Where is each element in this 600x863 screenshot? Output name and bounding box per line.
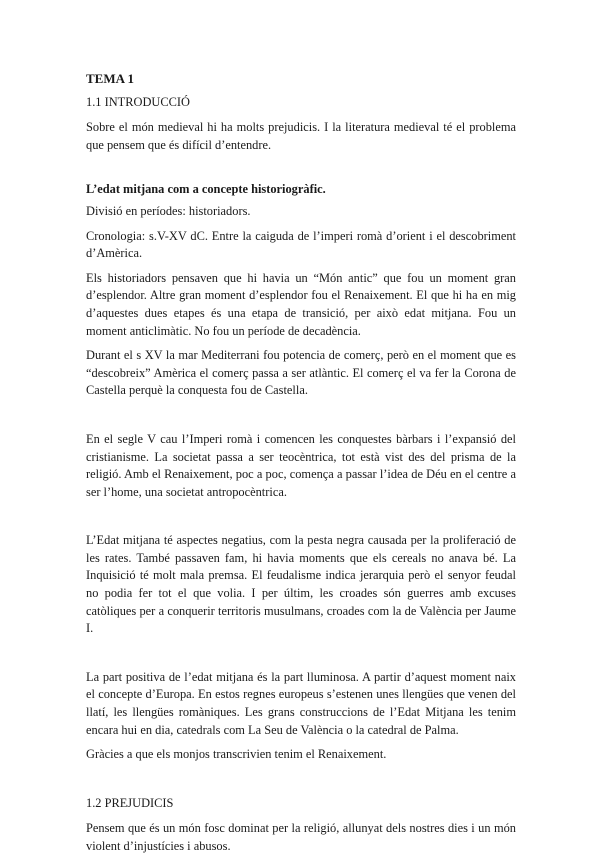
paragraph-historiadors: Els historiadors pensaven que hi havia un “Món antic” que fou un moment gran d’esplendor. Altre gran moment d’esplendor fou el Renaixement. El que hi ha en mig d’aquestes dues etapes és una etapa de transició, per això edat mitjana. Fou un moment anticlimàtic. No fou un període de decadència. <box>86 270 516 338</box>
spacer <box>86 407 516 431</box>
paragraph-aspectes-negatius: L’Edat mitjana té aspectes negatius, com la pesta negra causada per la proliferació de les rates. També passaven fam, hi havia moments que els cereals no anava bé. La Inquisició té molt mala premsa. El feudalisme indica jerarquia però el senyor feudal no podia fer tot el que volia. I per últim, les croades són guerres amb excuses catòliques per a conquerir territoris musulmans, croades com la de València per Jaume I. <box>86 533 516 636</box>
intro-paragraph: Sobre el món medieval hi ha molts prejudicis. I la literatura medieval té el problema que pensem que és difícil d’entendre. <box>86 120 516 152</box>
paragraph-segle-v: En el segle V cau l’Imperi romà i comencen les conquestes bàrbars i l’expansió del cristianisme. La societat passa a ser teocèntrica, tot està vist des del prisma de la religió. Amb el Renaixement, poc a poc, comença a passar l’idea de Déu en el centre a ser l’home, una societat antropocèntrica. <box>86 431 516 499</box>
spacer <box>86 508 516 532</box>
paragraph-divisio: Divisió en períodes: historiadors. <box>86 203 251 218</box>
paragraph-part-positiva: La part positiva de l’edat mitjana és la part lluminosa. A partir d’aquest moment naix el concepte d’Europa. En estos regnes europeus s’estenen unes llengües que venen del llatí, les llengües romàniques. Les grans construccions de l’Edat Mitjana les tenim encara hui en dia, catedrals com La Seu de València o la catedral de Palma. <box>86 669 516 737</box>
paragraph-monjos: Gràcies a que els monjos transcrivien tenim el Renaixement. <box>86 747 387 762</box>
document-page <box>86 70 516 863</box>
spacer <box>86 161 516 181</box>
spacer <box>86 771 516 795</box>
spacer <box>86 645 516 669</box>
paragraph-cronologia: Cronologia: s.V-XV dC. Entre la caiguda de l’imperi romà d’orient i el descobriment d’Amèrica. <box>86 228 516 261</box>
section-heading-prejudicis: 1.2 PREJUDICIS <box>86 795 174 810</box>
section-heading-introduccio: 1.1 INTRODUCCIÓ <box>86 94 190 109</box>
concept-heading: L’edat mitjana com a concepte historiogràfic. <box>86 182 326 197</box>
document-title: TEMA 1 <box>86 71 135 86</box>
paragraph-comerc: Durant el s XV la mar Mediterrani fou potencia de comerç, però en el moment que es “descobreix” Amèrica el comerç passa a ser atlàntic. El comerç el va fer la Corona de Castella perquè la conquesta fou de Castella. <box>86 348 516 398</box>
paragraph-prejudicis: Pensem que és un món fosc dominat per la religió, allunyat dels nostres dies i un món violent d’injustícies i abusos. <box>86 821 516 853</box>
